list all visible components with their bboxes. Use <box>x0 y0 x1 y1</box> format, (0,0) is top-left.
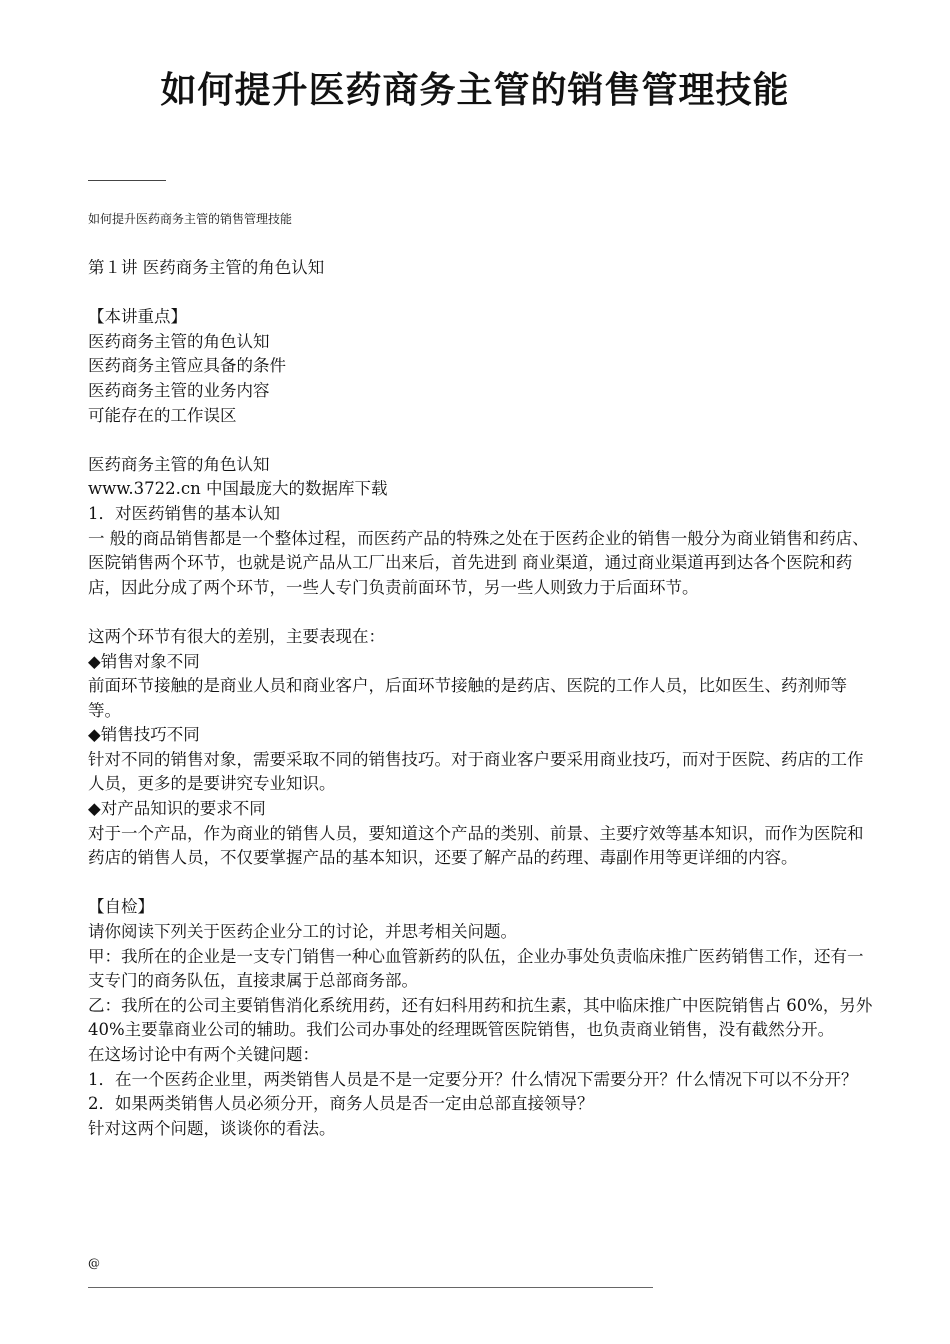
question-2: 2．如果两类销售人员必须分开，商务人员是否一定由总部直接领导？ <box>88 1094 594 1114</box>
difference-text: 针对不同的销售对象，需要采取不同的销售技巧。对于商业客户要采用商业技巧，而对于医院、药店的工作人员，更多的是要讲究专业知识。 <box>88 749 864 794</box>
paragraph: 这两个环节有很大的差别，主要表现在： <box>88 626 385 646</box>
key-points-heading: 【本讲重点】 <box>88 307 187 327</box>
header-divider <box>88 180 166 181</box>
footer-rule <box>88 1287 653 1288</box>
question-1: 1．在一个医药企业里，两类销售人员是不是一定要分开？什么情况下需要分开？什么情况下可以不分开？ <box>88 1069 858 1089</box>
key-point-item: 医药商务主管应具备的条件 <box>88 356 286 376</box>
difference-text: 前面环节接触的是商业人员和商业客户，后面环节接触的是药店、医院的工作人员，比如医生、药剂师等等。 <box>88 676 847 720</box>
discussion-jia: 甲：我所在的企业是一支专门销售一种心血管新药的队伍，企业办事处负责临床推广医药销售工作，还有一支专门的商务队伍，直接隶属于总部商务部。 <box>88 946 864 991</box>
difference-text: 对于一个产品，作为商业的销售人员，要知道这个产品的类别、前景、主要疗效等基本知识，而作为医院和药店的销售人员，不仅要掌握产品的基本知识，还要了解产品的药理、毒副作用等更详细的内容。 <box>88 823 864 868</box>
section-heading: 医药商务主管的角色认知 <box>88 454 270 474</box>
spacer <box>88 871 878 896</box>
subsection-heading: 1．对医药销售的基本认知 <box>88 503 280 523</box>
header-note: 如何提升医药商务主管的销售管理技能 <box>88 212 293 226</box>
spacer <box>88 600 878 625</box>
difference-label: ◆对产品知识的要求不同 <box>88 799 266 819</box>
closing-prompt: 针对这两个问题，谈谈你的看法。 <box>88 1118 336 1138</box>
document-title: 如何提升医药商务主管的销售管理技能 <box>160 70 790 111</box>
spacer <box>88 281 878 306</box>
key-point-item: 医药商务主管的角色认知 <box>88 331 270 351</box>
key-point-item: 可能存在的工作误区 <box>88 405 237 425</box>
discussion-yi: 乙：我所在的公司主要销售消化系统用药，还有妇科用药和抗生素，其中临床推广中医院销售占 60%，另外 40%主要靠商业公司的辅助。我们公司办事处的经理既管医院销售，也负责商业销售，没有截然分开。 <box>88 995 873 1040</box>
lecture-title: 第１讲 医药商务主管的角色认知 <box>88 258 325 277</box>
footer-line <box>88 1254 663 1290</box>
key-point-item: 医药商务主管的业务内容 <box>88 380 270 400</box>
paragraph: 一 般的商品销售都是一个整体过程，而医药产品的特殊之处在于医药企业的销售一般分为商业销售和药店、医院销售两个环节，也就是说产品从工厂出来后，首先进到 商业渠道，通过商业渠道再到达各个医院和药店，因此分成了两个环节，一些人专门负责前面环节，另一些人则致力于后面环节。 <box>88 528 869 597</box>
self-check-heading: 【自检】 <box>88 897 154 917</box>
spacer <box>88 428 878 453</box>
footer-mark: @ <box>88 1256 100 1270</box>
difference-label: ◆销售对象不同 <box>88 651 200 671</box>
question-intro: 在这场讨论中有两个关键问题： <box>88 1045 319 1064</box>
site-note: www.3722.cn 中国最庞大的数据库下载 <box>88 479 388 499</box>
document-body <box>88 256 878 1141</box>
difference-label: ◆销售技巧不同 <box>88 725 200 745</box>
self-check-intro: 请你阅读下列关于医药企业分工的讨论，并思考相关问题。 <box>88 922 517 942</box>
